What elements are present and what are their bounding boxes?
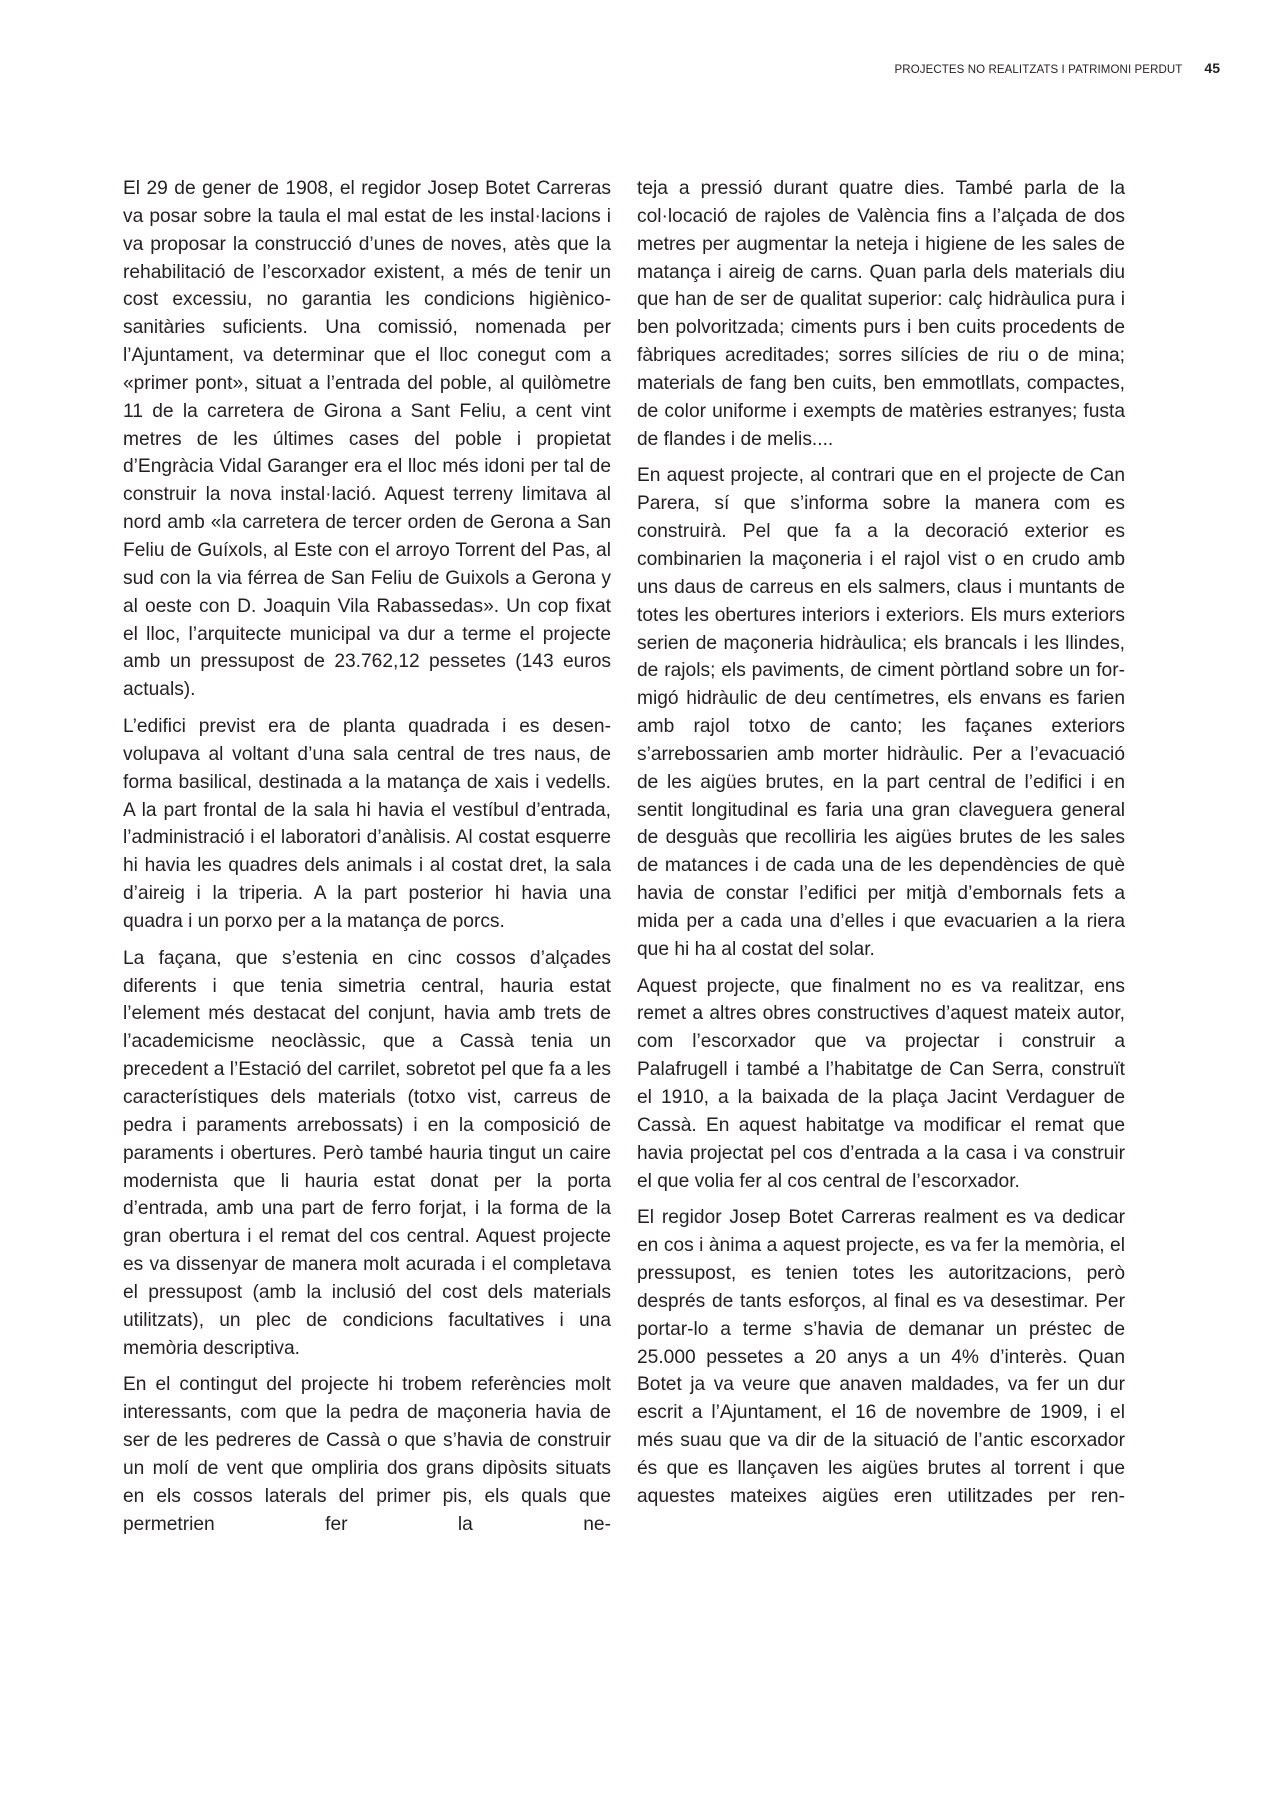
running-header — [895, 60, 1220, 76]
paragraph: teja a pressió durant quatre dies. També parla de la col·locació de rajoles de València fins a l’alçada de dos metres per augmentar la neteja i higiene de les sales de matança i aireig de carns. Quan parla dels materials diu que han de ser de qualitat superior: calç hidràulica pura i ben polvoritzada; ciments purs i ben cuits procedents de fàbriques acreditades; sorres silícies de riu o de mina; materials de fang ben cuits, ben emmotllats, compactes, de color uniforme i exempts de matèries estranyes; fusta de flandes i de melis.... — [637, 178, 1125, 450]
left-column — [123, 175, 611, 1548]
paragraph: El 29 de gener de 1908, el regidor Josep Botet Carreras va posar sobre la taula el mal estat de les instal·lacions i va proposar la construcció d’unes de noves, atès que la rehabilitació de l’escorxador existent, a més de tenir un cost excessiu, no garantia les condicions higiènico-sanitàries suficients. Una comissió, nomenada per l’Ajuntament, va determinar que el lloc conegut com a «primer pont», situat a l’entrada del poble, al quilòmetre 11 de la carretera de Girona a Sant Feliu, a cent vint metres de les últimes cases del poble i propietat d’Engràcia Vidal Garanger era el lloc més idoni per tal de construir la nova instal·lació. Aquest terreny limitava al nord amb «la carretera de tercer orden de Gerona a San Feliu de Guíxols, al Este con el arroyo Torrent del Pas, al sud con la via férrea de San Feliu de Guixols a Gerona y al oeste con D. Joaquin Vila Rabassedas». Un cop fixat el lloc, l’arquitecte municipal va dur a terme el projecte amb un pressupost de 23.762,12 pessetes (143 euros actuals). — [123, 178, 611, 701]
right-column — [637, 175, 1125, 1520]
paragraph: En el contingut del projecte hi trobem referències molt interessants, com que la pedra de maçoneria havia de ser de les pedreres de Cassà o que s’havia de construir un molí de vent que ompliria dos grans dipòsits situats en els cossos laterals del primer pis, els quals que permetrien fer la ne- — [123, 1374, 611, 1535]
paragraph: L’edifici previst era de planta quadrada i es desenvolupava al voltant d’una sala central de tres naus, de forma basilical, destinada a la matança de xais i vedells. A la part frontal de la sala hi havia el vestíbul d’entrada, l’administració i el laboratori d’anàlisis. Al costat esquerre hi havia les quadres dels animals i al costat dret, la sala d’aireig i la triperia. A la part posterior hi havia una quadra i un porxo per a la matança de porcs. — [123, 716, 611, 932]
paragraph: La façana, que s’estenia en cinc cossos d’alçades diferents i que tenia simetria central, hauria estat l’element més destacat del conjunt, havia amb trets de l’academicisme neoclàssic, que a Cassà tenia un precedent a l’Estació del carrilet, sobretot pel que fa a les característiques dels materials (totxo vist, carreus de pedra i paraments arrebossats) i en la composició de paraments i obertures. Però també hauria tingut un caire modernista que li hauria estat donat per la porta d’entrada, amb una part de ferro forjat, i la forma de la gran obertura i el remat del cos central. Aquest projecte es va dissenyar de manera molt acurada i el completava el pressupost (amb la inclusió del cost dels materials utilitzats), un plec de condicions facultatives i una memòria descriptiva. — [123, 947, 611, 1359]
paragraph: El regidor Josep Botet Carreras realment es va dedicar en cos i ànima a aquest projecte, es va fer la memòria, el pressupost, es tenien totes les autoritzacions, però després de tants esforços, al final es va desestimar. Per portar-lo a terme s’havia de demanar un préstec de 25.000 pessetes a 20 anys a un 4% d’interès. Quan Botet ja va veure que anaven maldades, va fer un dur escrit a l’Ajuntament, el 16 de novembre de 1909, i el més suau que va dir de la situació de l’antic escorxador és que es llançaven les aigües brutes al torrent i que aquestes mateixes aigües eren utilitzades per ren- — [637, 1207, 1125, 1507]
paragraph: En aquest projecte, al contrari que en el projecte de Can Parera, sí que s’informa sobre la manera com es construirà. Pel que fa a la decoració exterior es combinarien la maçoneria i el rajol vist o en crudo amb uns daus de carreus en els salmers, claus i muntants de totes les obertures interiors i exteriors. Els murs exteriors serien de maçoneria hidràulica; els brancals i les llindes, de rajols; els paviments, de ciment pòrtland sobre un formigó hidràulic de deu centímetres, els envans es farien amb rajol totxo de canto; les façanes exteriors s’arrebossarien amb morter hidràulic. Per a l’evacuació de les aigües brutes, en la part central de l’edifici i en sentit longitudinal es faria una gran claveguera general de desguàs que recolliria les aigües brutes de les sales de matances i de cada una de les dependències de què havia de constar l’edifici per mitjà d’embornals fets a mida per a cada una d’elles i que evacuarien a la riera que hi ha al costat del solar. — [637, 465, 1125, 960]
paragraph: Aquest projecte, que finalment no es va realitzar, ens remet a altres obres constructives d’aquest mateix autor, com l’escorxador que va projectar i construir a Palafrugell i també a l’habitatge de Can Serra, construït el 1910, a la baixada de la plaça Jacint Verdaguer de Cassà. En aquest habitatge va modificar el remat que havia projectat pel cos d’entrada a la casa i va construir el que volia fer al cos central de l’escorxador. — [637, 975, 1125, 1192]
page-number: 45 — [1204, 60, 1220, 76]
running-title: PROJECTES NO REALITZATS I PATRIMONI PERDUT — [894, 64, 1183, 76]
